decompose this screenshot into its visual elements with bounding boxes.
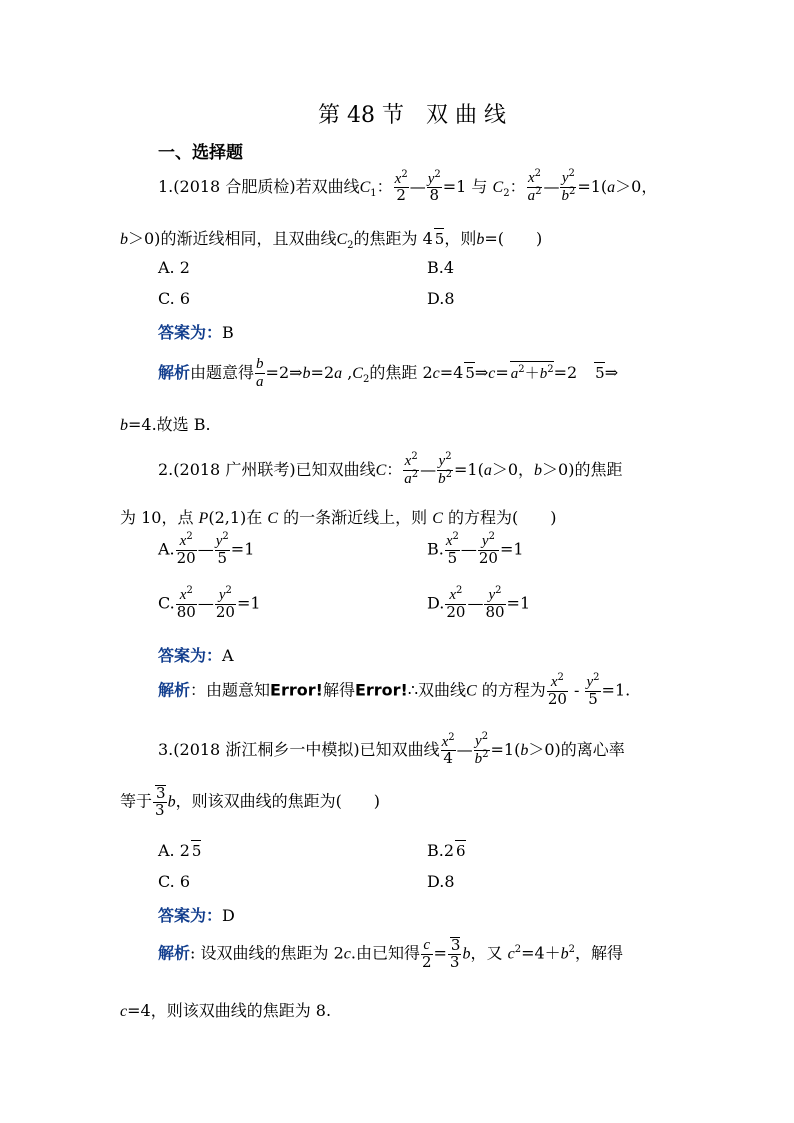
q1-option-c: C. 6 (158, 289, 191, 308)
page-title: 第 48 节 双 曲 线 (318, 103, 506, 128)
q1-frac-y2-b2: $\frac{y^2}{b^2}$ (561, 168, 576, 204)
q3-source: (2018 浙江桐乡一中模拟) (173, 739, 360, 759)
q3-option-c: C. 6 (158, 872, 191, 891)
q1-line-2: b＞0)的渐近线相同，且双曲线$C_2$的焦距为 4 5，则b=( ) (120, 229, 543, 252)
q1-analysis-line-2: b=4.故选 B. (120, 415, 211, 434)
q2-option-c: C. $\frac{x^2}{80}$ — $\frac{y^2}{20}$ =1 (158, 585, 261, 621)
q3-analysis-line-2: c=4，则该双曲线的焦距为 8. (120, 1001, 332, 1020)
q3-line-2: 等于 $\frac{3}{3}$ b，则该双曲线的焦距为( ) (120, 784, 381, 819)
q2-option-a: A. $\frac{x^2}{20}$ — $\frac{y^2}{5}$ =1 (158, 531, 255, 567)
q1-answer: 答案为：B (158, 323, 234, 342)
q3-option-d: D.8 (427, 872, 455, 891)
q1-frac-x2-2: $\frac{x^2}{2}$ (394, 168, 408, 205)
q2-source: (2018 广州联考) (173, 459, 296, 479)
q1-option-d: D.8 (427, 289, 455, 308)
q1-line-1: 1.(2018 合肥质检)若双曲线$C_1$： $\frac{x^2}{2}$ — $\frac{y^2}{8}$ =1 与 $C_2$： $\frac{x^2}{a^2}$ — $\frac{y^2}{b^2}$ =1(a＞0， (158, 168, 658, 205)
q2-option-d: D. $\frac{x^2}{20}$ — $\frac{y^2}{80}$ =1 (427, 585, 531, 621)
q3-answer: 答案为：D (158, 906, 235, 925)
q2-line-1: 2.(2018 广州联考)已知双曲线C： $\frac{x^2}{a^2}$ — $\frac{y^2}{b^2}$ =1(a＞0，b＞0)的焦距 (158, 451, 623, 487)
q1-frac-b-a: $\frac{b}{a}$ (256, 356, 264, 390)
q2-answer: 答案为：A (158, 646, 234, 665)
q2-analysis: 解析：由题意知Error!解得Error!∴双曲线C 的方程为 $\frac{x^2}{20}$ - $\frac{y^2}{5}$ =1. (158, 672, 631, 708)
section-heading: 一、选择题 (158, 143, 243, 163)
q3-analysis-line-1: 解析: 设双曲线的焦距为 2c.由已知得 $\frac{c}{2}$ = $\frac{3}{3}$ b，又 $c^2=4+b^2$，解得 (158, 936, 624, 971)
q2-frac-y2-b2: $\frac{y^2}{b^2}$ (438, 451, 453, 487)
q2-frac-x2-a2: $\frac{x^2}{a^2}$ (404, 451, 419, 487)
q3-option-a: A. 2 5 (158, 841, 202, 860)
q1-option-a: A. 2 (158, 258, 190, 277)
q1-analysis-line-1: 解析由题意得 $\frac{b}{a}$ =2⇒b=2a $,C_2$的焦距 2c=4 5⇒c= $a^2+b^2=2$ 5⇒ (158, 356, 619, 390)
error-text: Error! (354, 680, 408, 700)
q2-line-2: 为 10，点 P(2,1)在 C 的一条渐近线上，则 C 的方程为( ) (120, 508, 557, 527)
q1-frac-x2-a2: $\frac{x^2}{a^2}$ (527, 168, 542, 204)
q1-source: (2018 合肥质检) (173, 176, 296, 196)
q3-option-b: B.2 6 (427, 841, 466, 860)
error-text: Error! (270, 680, 323, 700)
q1-option-b: B.4 (427, 258, 455, 277)
q1-frac-y2-8: $\frac{y^2}{8}$ (427, 168, 441, 205)
q3-line-1: 3.(2018 浙江桐乡一中模拟)已知双曲线 $\frac{x^2}{4}$ — $\frac{y^2}{b^2}$ =1(b＞0)的离心率 (158, 731, 625, 768)
q2-option-b: B. $\frac{x^2}{5}$ — $\frac{y^2}{20}$ =1 (427, 531, 524, 567)
